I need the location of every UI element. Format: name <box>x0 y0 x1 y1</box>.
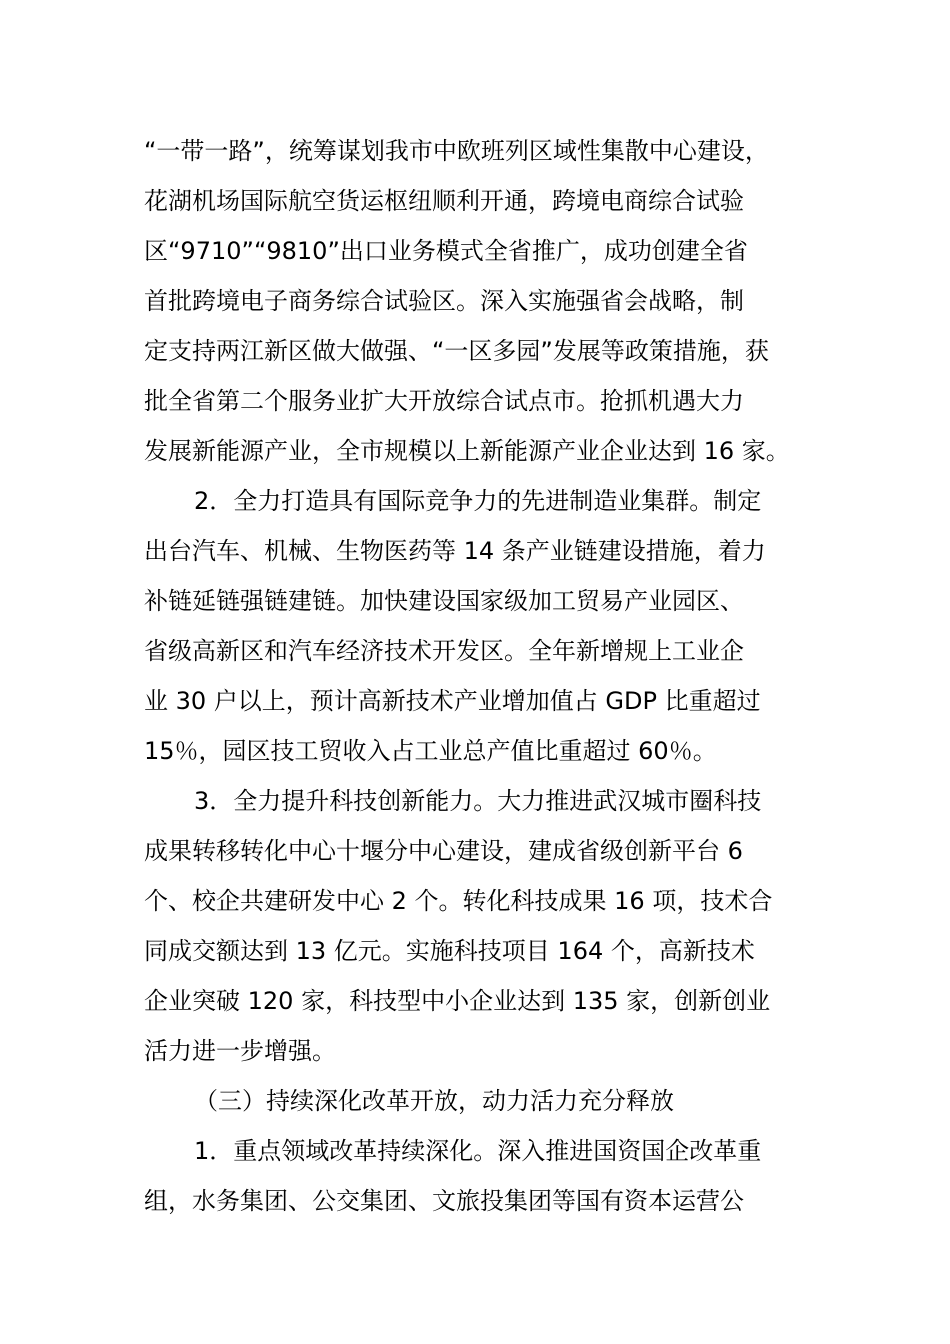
text-line: 首批跨境电子商务综合试验区。深入实施强省会战略，制 <box>144 287 744 315</box>
text-line: 活力进一步增强。 <box>144 1037 336 1065</box>
text-line: 省级高新区和汽车经济技术开发区。全年新增规上工业企 <box>144 637 744 665</box>
text-line: 业 30 户以上，预计高新技术产业增加值占 GDP 比重超过 <box>144 687 761 715</box>
text-line: 补链延链强链建链。加快建设国家级加工贸易产业园区、 <box>144 587 744 615</box>
text-line: 个、校企共建研发中心 2 个。转化科技成果 16 项，技术合 <box>144 887 773 915</box>
text-line: 批全省第二个服务业扩大开放综合试点市。抢抓机遇大力 <box>144 387 744 415</box>
text-line: 成果转移转化中心十堰分中心建设，建成省级创新平台 6 <box>144 837 743 865</box>
text-line: 同成交额达到 13 亿元。实施科技项目 164 个，高新技术 <box>144 937 755 965</box>
text-line: 组，水务集团、公交集团、文旅投集团等国有资本运营公 <box>144 1187 744 1215</box>
text-line: 出台汽车、机械、生物医药等 14 条产业链建设措施，着力 <box>144 537 766 565</box>
paragraph-heading-line: 1．重点领域改革持续深化。深入推进国资国企改革重 <box>194 1137 762 1165</box>
text-line: 花湖机场国际航空货运枢纽顺利开通，跨境电商综合试验 <box>144 187 744 215</box>
text-line: 企业突破 120 家，科技型中小企业达到 135 家，创新创业 <box>144 987 771 1015</box>
text-line: 定支持两江新区做大做强、“一区多园”发展等政策措施，获 <box>144 337 769 365</box>
section-heading: （三）持续深化改革开放，动力活力充分释放 <box>194 1087 674 1115</box>
paragraph-heading-line: 2．全力打造具有国际竞争力的先进制造业集群。制定 <box>194 487 762 515</box>
text-line: 区“9710”“9810”出口业务模式全省推广，成功创建全省 <box>144 237 748 265</box>
text-line: 15％，园区技工贸收入占工业总产值比重超过 60％。 <box>144 737 717 765</box>
text-line: “一带一路”，统筹谋划我市中欧班列区域性集散中心建设， <box>144 137 769 165</box>
paragraph-heading-line: 3．全力提升科技创新能力。大力推进武汉城市圈科技 <box>194 787 762 815</box>
text-line: 发展新能源产业，全市规模以上新能源产业企业达到 16 家。 <box>144 437 790 465</box>
